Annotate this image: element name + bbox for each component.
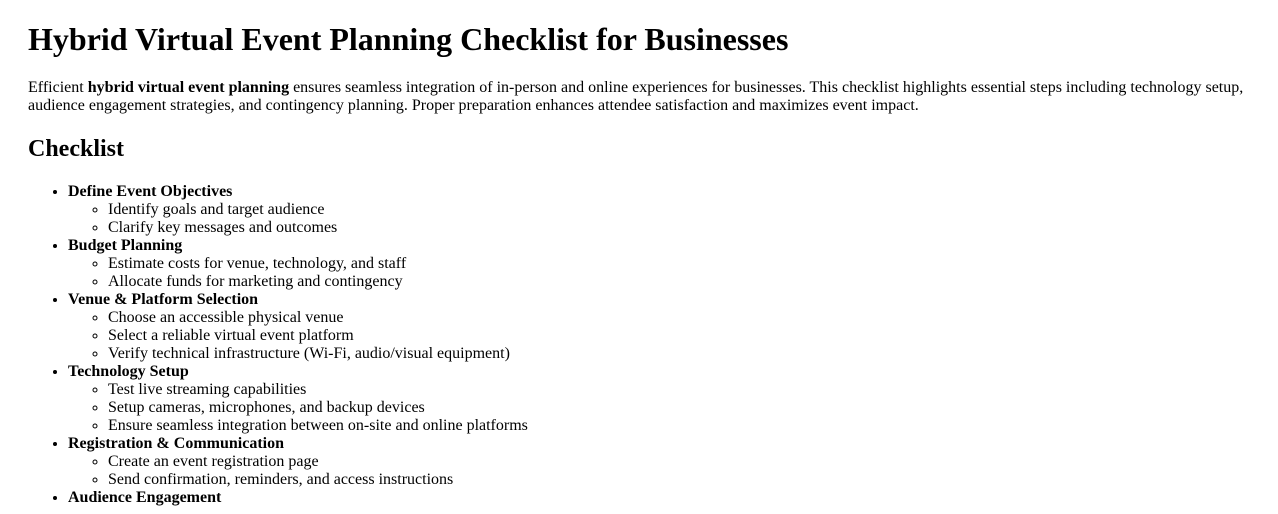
checklist-item: ◦ Create an event registration page <box>108 453 1250 471</box>
checklist-item: ◦ Verify technical infrastructure (Wi-Fi, audio/visual equipment) <box>108 345 1250 363</box>
section-items <box>68 453 1250 489</box>
intro-keyword: hybrid virtual event planning <box>87 79 290 96</box>
checklist-item: ◦ Estimate costs for venue, technology, and staff <box>108 255 1250 273</box>
checklist-item: ◦ Test live streaming capabilities <box>108 381 1250 399</box>
section-items <box>68 309 1250 363</box>
checklist-section <box>68 489 1250 507</box>
checklist-item: ◦ Allocate funds for marketing and contingency <box>108 273 1250 291</box>
checklist-section <box>68 237 1250 291</box>
checklist-item: ◦ Select a reliable virtual event platform <box>108 327 1250 345</box>
section-title: Define Event Objectives <box>68 183 233 200</box>
section-items <box>68 381 1250 435</box>
checklist-item: ◦ Send confirmation, reminders, and access instructions <box>108 471 1250 489</box>
checklist <box>28 183 1250 507</box>
checklist-item: ◦ Ensure seamless integration between on-site and online platforms <box>108 417 1250 435</box>
intro-paragraph: Efficient hybrid virtual event planning ensures seamless integration of in-person and online experiences for businesses. This checklist highlights essential steps including technology setup, audience engagement strategies, and contingency planning. Proper preparation enhances attendee satisfaction and maximizes event impact. <box>28 79 1244 114</box>
checklist-item: ◦ Identify goals and target audience <box>108 201 1250 219</box>
section-title: Audience Engagement <box>68 489 222 506</box>
section-title: Venue & Platform Selection <box>68 291 259 308</box>
section-items <box>68 201 1250 237</box>
checklist-section <box>68 363 1250 435</box>
checklist-section <box>68 435 1250 489</box>
checklist-heading: Checklist <box>28 136 124 162</box>
section-title: Budget Planning <box>68 237 183 254</box>
checklist-section <box>68 183 1250 237</box>
page-title: Hybrid Virtual Event Planning Checklist for Businesses <box>28 21 789 57</box>
checklist-item: ◦ Setup cameras, microphones, and backup devices <box>108 399 1250 417</box>
section-title: Registration & Communication <box>68 435 284 452</box>
section-title: Technology Setup <box>68 363 189 380</box>
section-items <box>68 255 1250 291</box>
checklist-item: ◦ Choose an accessible physical venue <box>108 309 1250 327</box>
checklist-item: ◦ Clarify key messages and outcomes <box>108 219 1250 237</box>
checklist-section <box>68 291 1250 363</box>
